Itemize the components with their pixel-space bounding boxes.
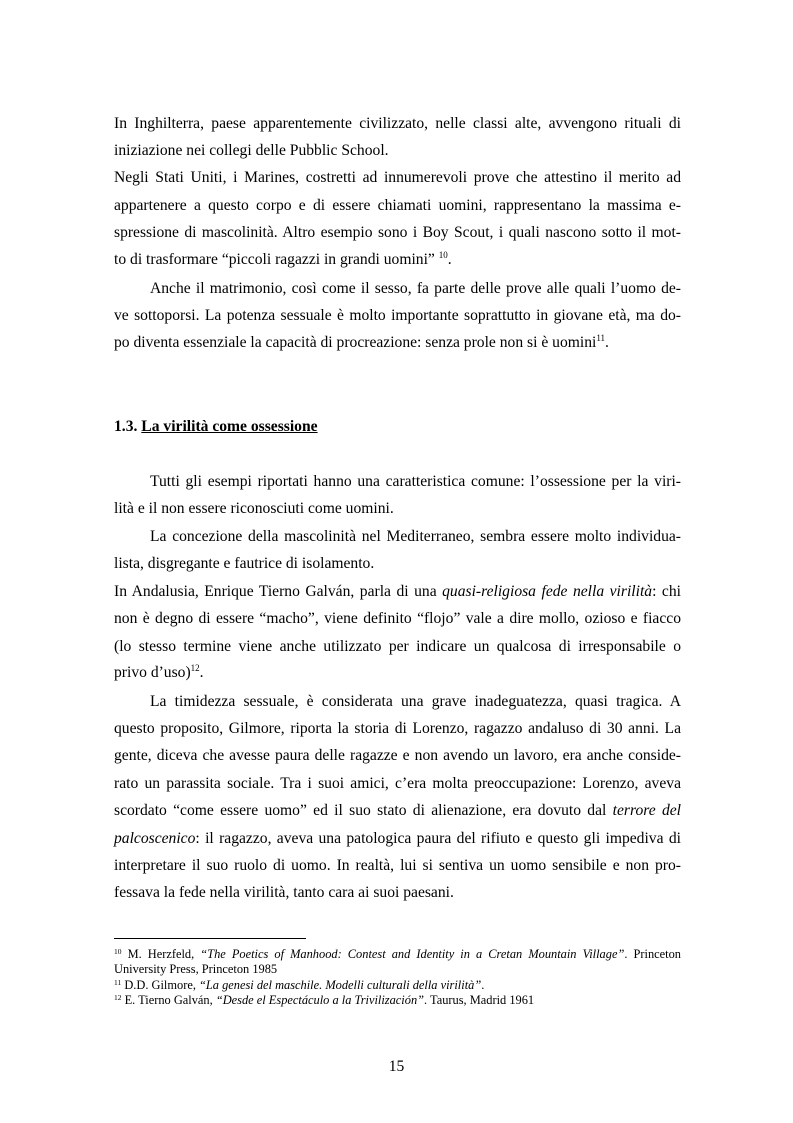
- footnote-11: [114, 978, 484, 993]
- text-line: interpretare il suo ruolo di uomo. In realtà, lui si sentiva un uomo sensibile e non pro-: [114, 857, 681, 874]
- emphasis-text: quasi-religiosa fede nella virilità: [442, 583, 653, 600]
- section-title: La virilità come ossessione: [141, 418, 318, 435]
- text-line: rato un parassita sociale. Tra i suoi amici, c’era molta preoccupazione: Lorenzo, aveva: [114, 775, 681, 792]
- text-span: . Taurus, Madrid 1961: [424, 993, 535, 1007]
- text-span: scordato “come essere uomo” ed il suo stato di alienazione, era dovuto dal: [114, 802, 613, 819]
- text-span: D.D. Gilmore,: [121, 978, 200, 992]
- section-number: 1.3.: [114, 418, 142, 435]
- text-line: [114, 830, 681, 848]
- text-line: [114, 664, 204, 682]
- text-span: E. Tierno Galván,: [121, 993, 216, 1007]
- text-line: gente, diceva che avesse paura delle ragazze e non avendo un lavoro, era anche conside-: [114, 747, 681, 764]
- text-line: Anche il matrimonio, così come il sesso, fa parte delle prove alle quali l’uomo de-: [150, 280, 681, 297]
- text-span: : il ragazzo, aveva una patologica paura del rifiuto e questo gli impediva di: [195, 830, 681, 847]
- text-line: Negli Stati Uniti, i Marines, costretti ad innumerevoli prove che attestino il merito ad: [114, 169, 681, 186]
- footnote-title: “The Poetics of Manhood: Contest and Identity in a Cretan Mountain Village”: [200, 947, 625, 961]
- text-line: [114, 802, 681, 820]
- text-span: privo d’uso): [114, 664, 191, 681]
- text-span: .: [605, 334, 609, 351]
- text-span: .: [199, 664, 204, 681]
- text-span: . Princeton: [624, 947, 682, 961]
- text-span: : chi: [652, 583, 681, 600]
- text-line: La timidezza sessuale, è considerata una grave inadeguatezza, quasi tragica. A: [150, 693, 681, 710]
- footnote-12: [114, 993, 534, 1008]
- text-line: ve sottoporsi. La potenza sessuale è molto importante soprattutto in giovane età, ma do-: [114, 307, 681, 324]
- footnote-number: 11: [114, 978, 122, 987]
- section-heading: [114, 418, 318, 436]
- text-line: La concezione della mascolinità nel Mediterraneo, sembra essere molto individua-: [150, 528, 681, 545]
- text-line: [114, 251, 452, 269]
- emphasis-text: terrore del: [612, 802, 682, 819]
- text-line: Tutti gli esempi riportati hanno una caratteristica comune: l’ossessione per la viri-: [150, 473, 681, 490]
- footnote-title: “La genesi del maschile. Modelli culturali della virilità”: [199, 978, 482, 992]
- text-line: non è degno di essere “macho”, viene definito “flojo” vale a dire mollo, ozioso e fiacco: [114, 610, 681, 627]
- text-line: spressione di mascolinità. Altro esempio sono i Boy Scout, i quali nascono sotto il mot-: [114, 224, 681, 241]
- text-span: .: [481, 978, 485, 992]
- text-span: In Andalusia, Enrique Tierno Galván, parla di una: [114, 583, 443, 600]
- footnote-number: 12: [114, 993, 122, 1002]
- footnote-ref-10[interactable]: 10: [438, 250, 448, 260]
- footnote-number: 10: [114, 947, 122, 956]
- text-span: to di trasformare “piccoli ragazzi in grandi uomini”: [114, 251, 439, 268]
- text-span: po diventa essenziale la capacità di procreazione: senza prole non si è uomini: [114, 334, 597, 351]
- page-number: 15: [388, 1058, 405, 1075]
- text-line: iniziazione nei collegi delle Pubblic School.: [114, 142, 389, 159]
- footnote-10-line2: University Press, Princeton 1985: [114, 962, 278, 976]
- text-line: [114, 583, 681, 601]
- text-line: questo proposito, Gilmore, riporta la storia di Lorenzo, ragazzo andaluso di 30 anni. La: [114, 720, 681, 737]
- footnote-title: “Desde el Espectáculo a la Trivilización”: [215, 993, 425, 1007]
- footnote-10: [114, 947, 681, 962]
- footnote-separator: [114, 938, 306, 939]
- text-line: (lo stesso termine viene anche utilizzato per indicare un qualcosa di irresponsabile o: [114, 638, 681, 655]
- text-span: .: [447, 251, 452, 268]
- text-line: In Inghilterra, paese apparentemente civilizzato, nelle classi alte, avvengono rituali di: [114, 115, 681, 132]
- text-span: M. Herzfeld,: [121, 947, 201, 961]
- text-line: [114, 334, 609, 352]
- text-line: lità e il non essere riconosciuti come uomini.: [114, 500, 394, 517]
- text-line: lista, disgregante e fautrice di isolamento.: [114, 555, 375, 572]
- emphasis-text: palcoscenico: [114, 830, 196, 847]
- footnote-ref-11[interactable]: 11: [596, 333, 606, 343]
- footnote-ref-12[interactable]: 12: [190, 663, 200, 673]
- text-line: fessava la fede nella virilità, tanto cara ai suoi paesani.: [114, 884, 454, 901]
- text-line: appartenere a questo corpo e di essere chiamati uomini, rappresentano la massima e-: [114, 197, 681, 214]
